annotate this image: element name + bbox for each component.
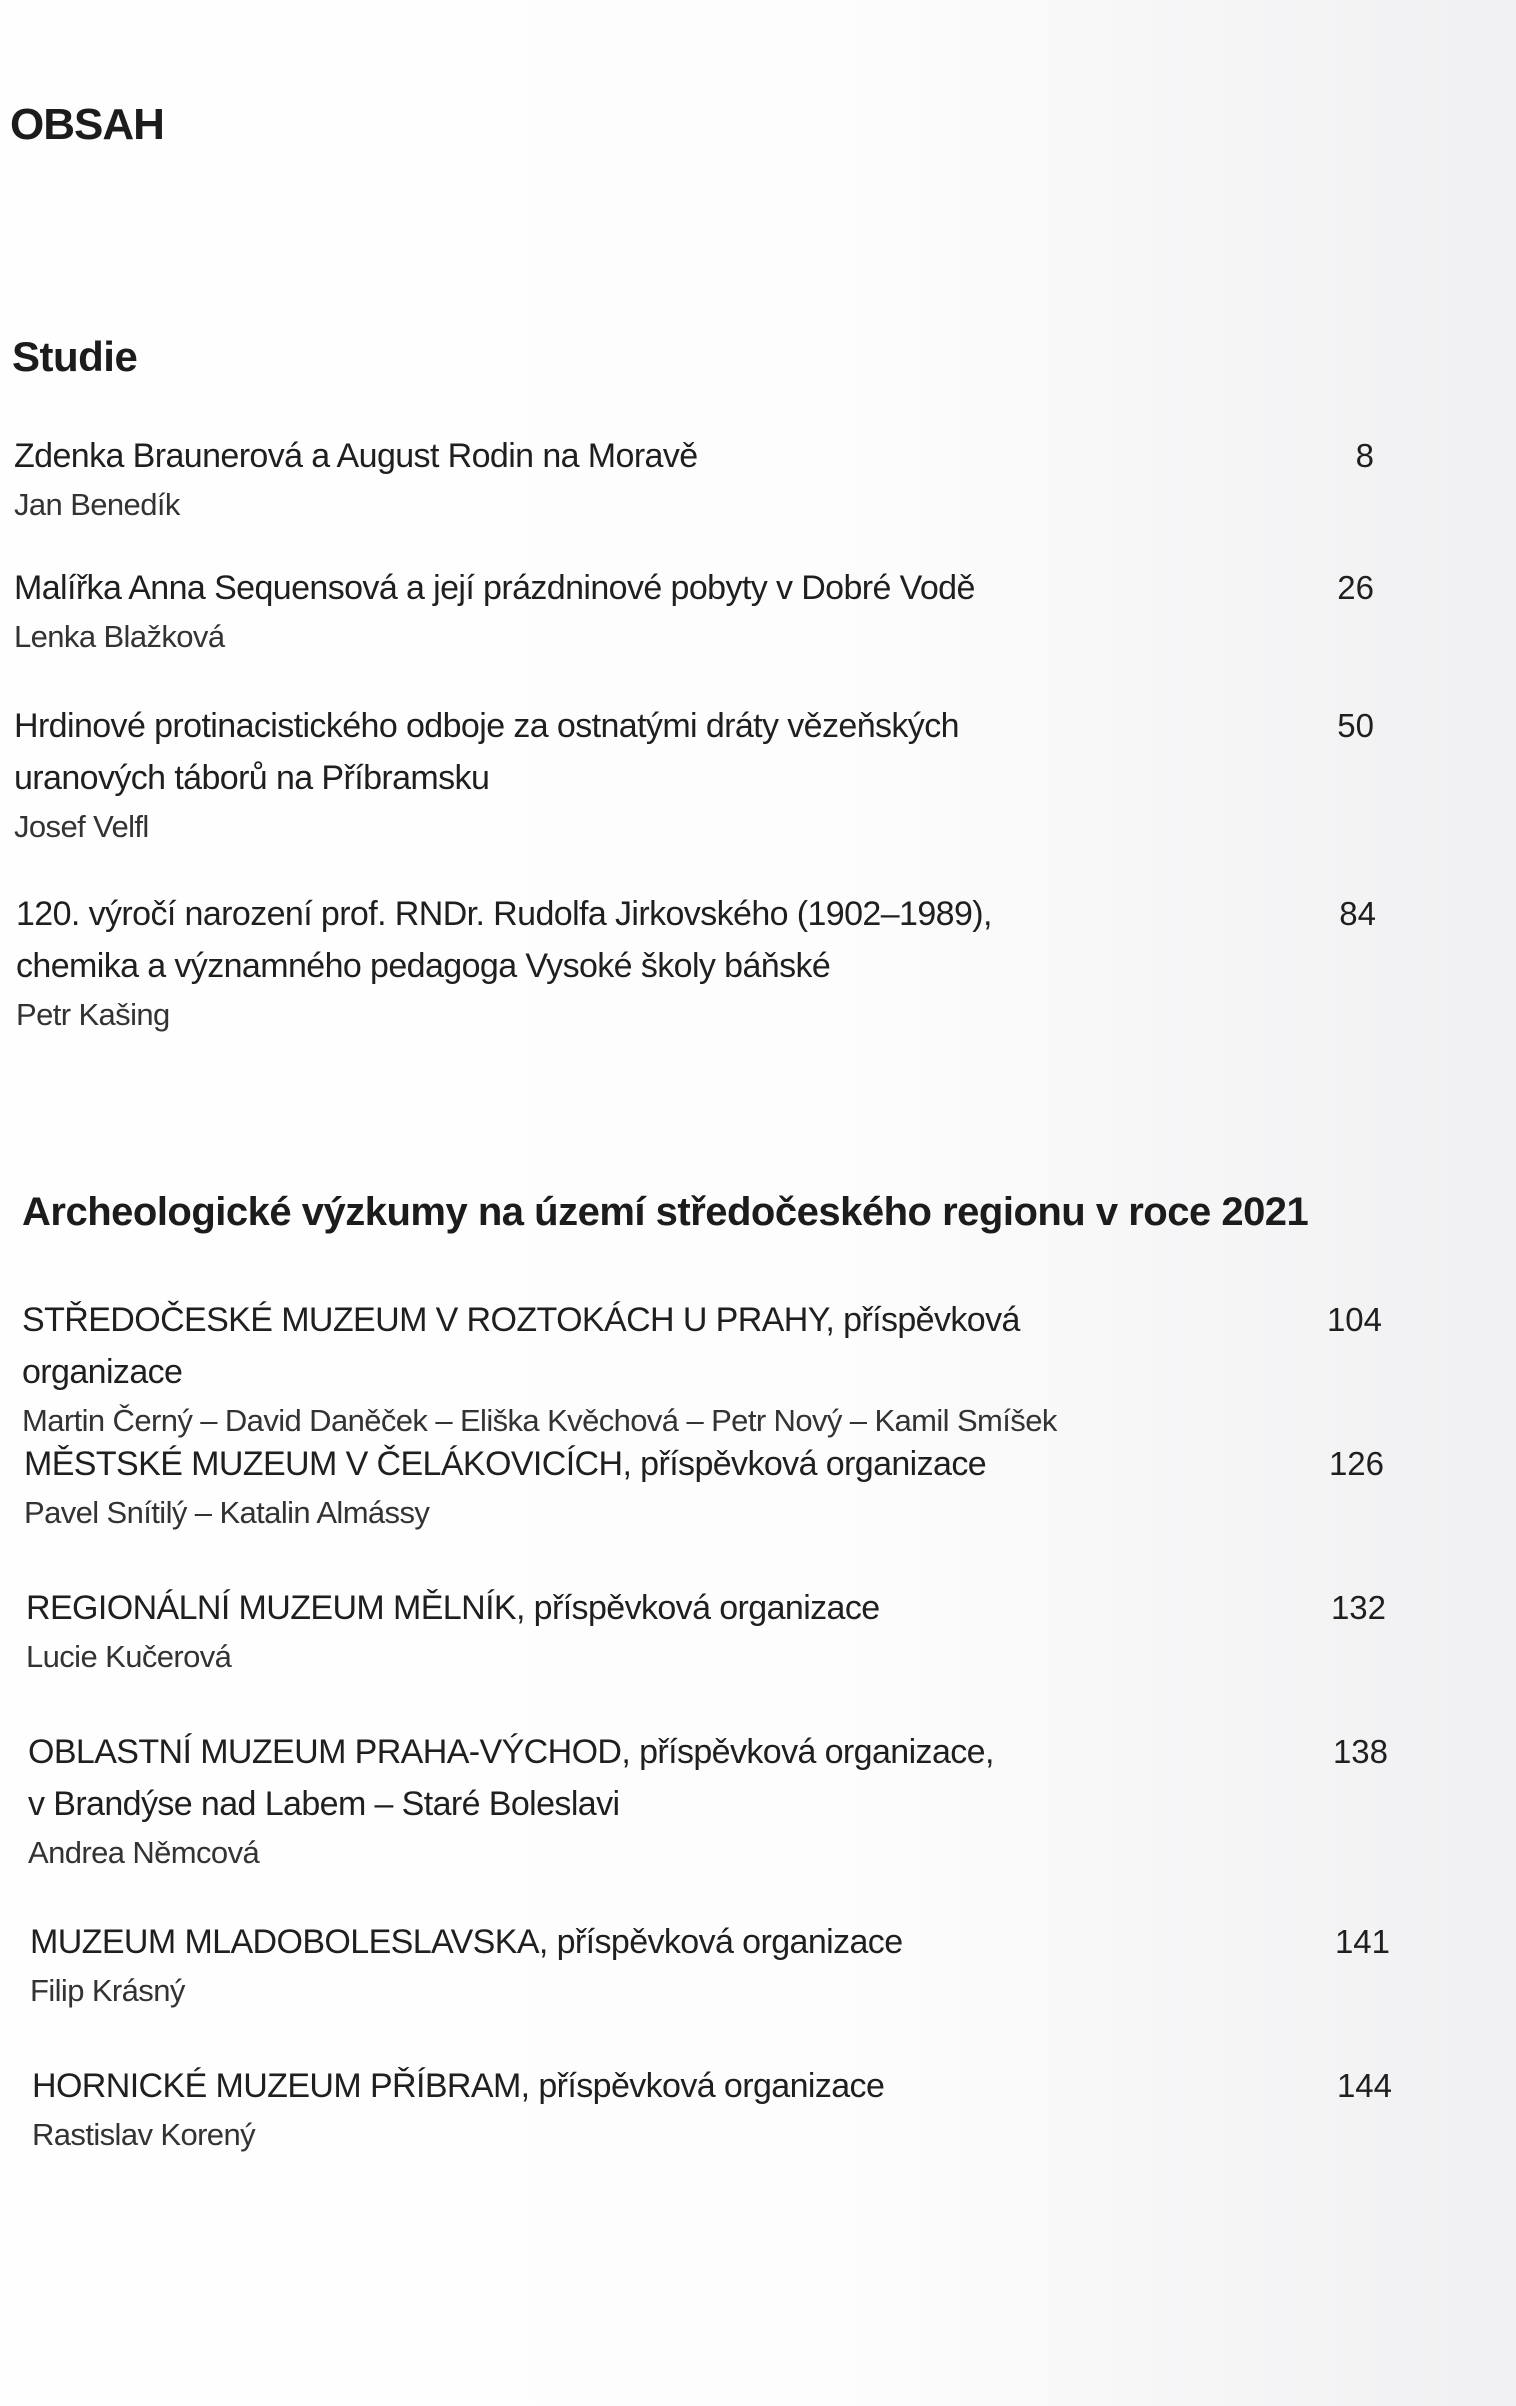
entry-page-number: 132 (1330, 1589, 1386, 1626)
entry-author: Jan Benedík (14, 487, 180, 522)
entry-title: STŘEDOČESKÉ MUZEUM V ROZTOKÁCH U PRAHY, příspěvková organizace (22, 1301, 1020, 1391)
entry-title: 120. výročí narození prof. RNDr. Rudolfa Jirkovského (1902–1989), chemika a významného pedagoga Vysoké školy báňské (16, 895, 992, 985)
entry-author: Rastislav Korený (32, 2117, 255, 2152)
toc-entry[interactable] (16, 888, 1396, 1038)
toc-entry[interactable] (22, 1294, 1402, 1444)
entry-author: Andrea Němcová (28, 1835, 260, 1870)
entry-page-number: 138 (1332, 1733, 1388, 1770)
toc-entry[interactable] (24, 1438, 1404, 1536)
entry-title: Zdenka Braunerová a August Rodin na Moravě (14, 437, 698, 475)
entry-author: Martin Černý – David Daněček – Eliška Kvěchová – Petr Nový – Kamil Smíšek (22, 1403, 1057, 1438)
entry-title: REGIONÁLNÍ MUZEUM MĚLNÍK, příspěvková organizace (26, 1589, 880, 1627)
toc-entry[interactable] (26, 1582, 1406, 1680)
entry-title: MĚSTSKÉ MUZEUM V ČELÁKOVICÍCH, příspěvková organizace (24, 1445, 987, 1483)
entry-page-number: 141 (1334, 1923, 1390, 1960)
entry-page-number: 8 (1355, 437, 1374, 474)
entry-title: OBLASTNÍ MUZEUM PRAHA-VÝCHOD, příspěvková organizace, v Brandýse nad Labem – Staré Boleslavi (28, 1733, 994, 1823)
entry-author: Lenka Blažková (14, 619, 225, 654)
toc-entry[interactable] (32, 2060, 1412, 2158)
entry-author: Filip Krásný (30, 1973, 185, 2008)
entry-author: Lucie Kučerová (26, 1639, 232, 1674)
toc-entry[interactable] (14, 562, 1394, 660)
entry-title: Malířka Anna Sequensová a její prázdninové pobyty v Dobré Vodě (14, 569, 975, 607)
entry-page-number: 26 (1337, 569, 1374, 606)
toc-entry[interactable] (14, 430, 1394, 528)
toc-entry[interactable] (30, 1916, 1410, 2014)
section-heading-studie: Studie (12, 333, 138, 380)
entry-title: HORNICKÉ MUZEUM PŘÍBRAM, příspěvková organizace (32, 2067, 885, 2105)
entry-page-number: 84 (1339, 895, 1376, 932)
page-title: OBSAH (10, 100, 164, 149)
entry-title: MUZEUM MLADOBOLESLAVSKA, příspěvková organizace (30, 1923, 903, 1961)
toc-entry[interactable] (28, 1726, 1408, 1876)
entry-author: Pavel Snítilý – Katalin Almássy (24, 1495, 430, 1530)
entry-page-number: 104 (1326, 1301, 1382, 1338)
toc-entry[interactable] (14, 700, 1394, 850)
entry-page-number: 144 (1336, 2067, 1392, 2104)
entry-author: Petr Kašing (16, 997, 170, 1032)
entry-author: Josef Velfl (14, 809, 149, 844)
section-heading-archeology: Archeologické výzkumy na území středočeského regionu v roce 2021 (22, 1190, 1309, 1234)
entry-title: Hrdinové protinacistického odboje za ostnatými dráty vězeňských uranových táborů na Příbramsku (14, 707, 959, 797)
entry-page-number: 50 (1337, 707, 1374, 744)
entry-page-number: 126 (1328, 1445, 1384, 1482)
